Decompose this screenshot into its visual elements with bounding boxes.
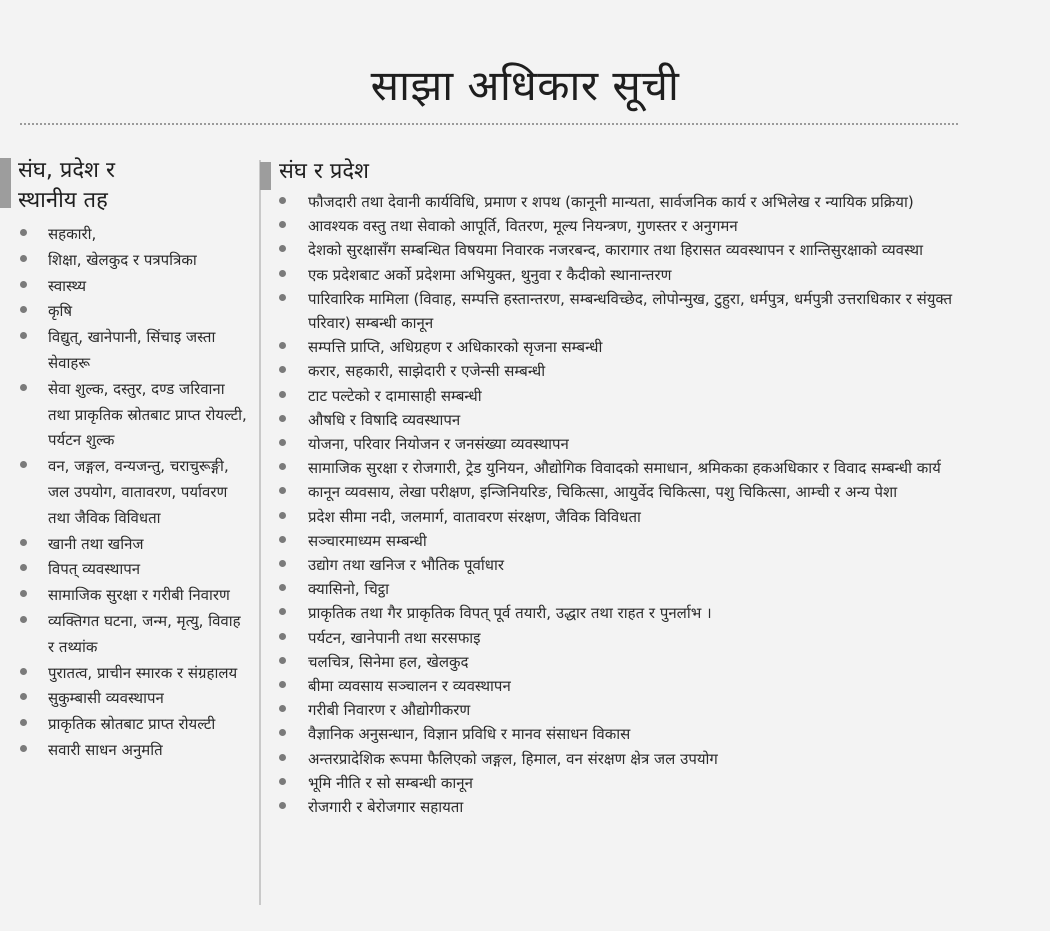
bullet-icon bbox=[20, 377, 29, 392]
list-item bbox=[20, 583, 248, 609]
list-item bbox=[279, 335, 969, 359]
list-item bbox=[279, 674, 969, 698]
list-item bbox=[20, 325, 248, 377]
left-heading-line-2: स्थानीय तह bbox=[18, 188, 108, 213]
list-item bbox=[279, 698, 969, 722]
bullet-icon bbox=[279, 553, 288, 568]
bullet-icon bbox=[279, 505, 288, 520]
list-item bbox=[279, 456, 969, 480]
list-item bbox=[20, 661, 248, 687]
list-item-text: उद्योग तथा खनिज र भौतिक पूर्वाधार bbox=[308, 556, 504, 575]
list-item bbox=[279, 626, 969, 650]
list-item bbox=[279, 577, 969, 601]
list-item-text: रोजगारी र बेरोजगार सहायता bbox=[308, 798, 464, 817]
bullet-icon bbox=[20, 686, 29, 701]
list-item bbox=[20, 454, 248, 531]
list-item bbox=[279, 650, 969, 674]
list-item-text: सञ्चारमाध्यम सम्बन्धी bbox=[308, 531, 427, 550]
list-item bbox=[279, 480, 969, 504]
list-item-text: विपत् व्यवस्थापन bbox=[48, 560, 141, 579]
bullet-icon bbox=[279, 408, 288, 423]
list-item-text: सहकारी, bbox=[48, 225, 97, 243]
bullet-icon bbox=[20, 661, 29, 676]
bullet-icon bbox=[20, 583, 29, 598]
list-item-text: कृषि bbox=[48, 302, 73, 321]
bullet-icon bbox=[279, 601, 288, 616]
bullet-icon bbox=[20, 712, 29, 727]
list-item-text: करार, सहकारी, साझेदारी र एजेन्सी सम्बन्धी bbox=[308, 362, 546, 381]
bullet-icon bbox=[279, 674, 288, 689]
bullet-icon bbox=[279, 698, 288, 713]
list-item-text: सामाजिक सुरक्षा र गरीबी निवारण bbox=[48, 586, 230, 605]
list-item bbox=[279, 408, 969, 432]
list-item bbox=[20, 222, 248, 248]
list-item bbox=[279, 601, 969, 625]
list-item-text: सवारी साधन अनुमति bbox=[48, 740, 163, 759]
bullet-icon bbox=[20, 454, 29, 469]
list-item-text: सामाजिक सुरक्षा र रोजगारी, ट्रेड युनियन, औद्योगिक विवादको समाधान, श्रमिकका हकअधिकार र विवाद सम्बन्धी कार्य bbox=[308, 459, 941, 478]
list-item-text: टाट पल्टेको र दामासाही सम्बन्धी bbox=[308, 386, 482, 405]
right-heading-marker bbox=[260, 162, 271, 190]
list-item-text: पारिवारिक मामिला (विवाह, सम्पत्ति हस्तान्तरण, सम्बन्धविच्छेद, लोपोन्मुख, टुहुरा, धर्मपुत्र, धर्मपुत्री उत्तराधिकार र संयुक्त परिवार) सम्बन्धी कानून bbox=[308, 289, 953, 333]
list-item bbox=[279, 747, 969, 771]
list-item bbox=[279, 529, 969, 553]
bullet-icon bbox=[279, 650, 288, 665]
list-item bbox=[279, 553, 969, 577]
list-item bbox=[279, 505, 969, 529]
list-item-text: गरीबी निवारण र औद्योगीकरण bbox=[308, 701, 471, 720]
list-item-text: अन्तरप्रादेशिक रूपमा फैलिएको जङ्गल, हिमाल, वन संरक्षण क्षेत्र जल उपयोग bbox=[308, 749, 718, 768]
bullet-icon bbox=[279, 795, 288, 810]
list-item-text: पर्यटन, खानेपानी तथा सरसफाइ bbox=[308, 628, 481, 647]
left-heading-line-1: संघ, प्रदेश र bbox=[18, 158, 116, 183]
list-item-text: कानून व्यवसाय, लेखा परीक्षण, इन्जिनियरिङ, चिकित्सा, आयुर्वेद चिकित्सा, पशु चिकित्सा, आम्ची र अन्य पेशा bbox=[308, 483, 898, 502]
list-item-text: सम्पत्ति प्राप्ति, अधिग्रहण र अधिकारको सृजना सम्बन्धी bbox=[308, 338, 603, 357]
list-item bbox=[20, 557, 248, 583]
list-item-text: प्रदेश सीमा नदी, जलमार्ग, वातावरण संरक्षण, जैविक विविधता bbox=[308, 507, 641, 526]
list-item bbox=[20, 609, 248, 661]
column-divider bbox=[259, 160, 261, 905]
list-item-text: व्यक्तिगत घटना, जन्म, मृत्यु, विवाह र तथ्यांक bbox=[48, 611, 241, 656]
list-item-text: देशको सुरक्षासँग सम्बन्धित विषयमा निवारक नजरबन्द, कारागार तथा हिरासत व्यवस्थापन र शान्तिसुरक्षाको व्यवस्था bbox=[308, 241, 924, 260]
left-column-list bbox=[20, 222, 248, 764]
list-item bbox=[20, 377, 248, 454]
left-column-heading bbox=[18, 156, 248, 216]
list-item-text: फौजदारी तथा देवानी कार्यविधि, प्रमाण र शपथ (कानूनी मान्यता, सार्वजनिक कार्य र अभिलेख र न्यायिक प्रक्रिया) bbox=[308, 193, 914, 211]
list-item bbox=[20, 686, 248, 712]
list-item-text: सुकुम्बासी व्यवस्थापन bbox=[48, 689, 164, 708]
bullet-icon bbox=[279, 238, 288, 253]
list-item bbox=[20, 712, 248, 738]
right-column-heading: संघ र प्रदेश bbox=[279, 159, 370, 184]
list-item bbox=[279, 214, 969, 238]
bullet-icon bbox=[279, 722, 288, 737]
list-item-text: खानी तथा खनिज bbox=[48, 534, 144, 553]
bullet-icon bbox=[279, 432, 288, 447]
list-item bbox=[279, 287, 969, 335]
bullet-icon bbox=[279, 335, 288, 350]
bullet-icon bbox=[20, 738, 29, 753]
list-item-text: सेवा शुल्क, दस्तुर, दण्ड जरिवाना तथा प्राकृतिक स्रोतबाट प्राप्त रोयल्टी, पर्यटन शुल्क bbox=[48, 379, 247, 450]
list-item bbox=[279, 238, 969, 262]
list-item bbox=[20, 738, 248, 764]
list-item bbox=[20, 532, 248, 558]
bullet-icon bbox=[20, 532, 29, 547]
left-heading-marker bbox=[0, 158, 11, 208]
list-item bbox=[279, 190, 969, 214]
bullet-icon bbox=[20, 557, 29, 572]
bullet-icon bbox=[279, 771, 288, 786]
list-item-text: वन, जङ्गल, वन्यजन्तु, चराचुरूङ्गी, जल उपयोग, वातावरण, पर्यावरण तथा जैविक विविधता bbox=[48, 457, 229, 527]
list-item-text: वैज्ञानिक अनुसन्धान, विज्ञान प्रविधि र मानव संसाधन विकास bbox=[308, 725, 631, 744]
list-item-text: बीमा व्यवसाय सञ्चालन र व्यवस्थापन bbox=[308, 677, 511, 696]
list-item-text: भूमि नीति र सो सम्बन्धी कानून bbox=[308, 773, 473, 792]
bullet-icon bbox=[279, 456, 288, 471]
bullet-icon bbox=[279, 480, 288, 495]
bullet-icon bbox=[20, 299, 29, 314]
list-item bbox=[20, 274, 248, 300]
bullet-icon bbox=[20, 248, 29, 263]
list-item-text: प्राकृतिक तथा गैर प्राकृतिक विपत् पूर्व तयारी, उद्धार तथा राहत र पुनर्लाभ । bbox=[308, 604, 712, 623]
list-item bbox=[279, 263, 969, 287]
bullet-icon bbox=[279, 577, 288, 592]
bullet-icon bbox=[279, 359, 288, 374]
list-item bbox=[20, 248, 248, 274]
bullet-icon bbox=[279, 287, 288, 302]
bullet-icon bbox=[20, 222, 29, 237]
bullet-icon bbox=[20, 325, 29, 340]
list-item-text: चलचित्र, सिनेमा हल, खेलकुद bbox=[308, 652, 469, 671]
bullet-icon bbox=[20, 609, 29, 624]
list-item-text: योजना, परिवार नियोजन र जनसंख्या व्यवस्थापन bbox=[308, 435, 569, 454]
list-item-text: औषधि र विषादि व्यवस्थापन bbox=[308, 410, 461, 429]
list-item bbox=[279, 384, 969, 408]
list-item-text: विद्युत्, खानेपानी, सिंचाइ जस्ता सेवाहरू bbox=[48, 328, 216, 372]
list-item-text: आवश्यक वस्तु तथा सेवाको आपूर्ति, वितरण, मूल्य नियन्त्रण, गुणस्तर र अनुगमन bbox=[308, 217, 738, 236]
list-item-text: प्राकृतिक स्रोतबाट प्राप्त रोयल्टी bbox=[48, 715, 216, 734]
bullet-icon bbox=[279, 384, 288, 399]
dotted-divider bbox=[20, 123, 958, 125]
bullet-icon bbox=[279, 747, 288, 762]
list-item-text: शिक्षा, खेलकुद र पत्रपत्रिका bbox=[48, 250, 197, 269]
bullet-icon bbox=[279, 190, 288, 205]
list-item bbox=[279, 359, 969, 383]
bullet-icon bbox=[279, 626, 288, 641]
bullet-icon bbox=[279, 529, 288, 544]
list-item bbox=[279, 722, 969, 746]
list-item-text: स्वास्थ्य bbox=[48, 276, 87, 295]
right-column-list bbox=[279, 190, 969, 819]
list-item-text: एक प्रदेशबाट अर्को प्रदेशमा अभियुक्त, थुनुवा र कैदीको स्थानान्तरण bbox=[308, 265, 672, 284]
list-item bbox=[279, 795, 969, 819]
list-item-text: पुरातत्व, प्राचीन स्मारक र संग्रहालय bbox=[48, 663, 238, 682]
list-item bbox=[279, 771, 969, 795]
page-title: साझा अधिकार सूची bbox=[370, 61, 680, 110]
list-item bbox=[279, 432, 969, 456]
list-item bbox=[20, 299, 248, 325]
bullet-icon bbox=[279, 214, 288, 229]
bullet-icon bbox=[279, 263, 288, 278]
bullet-icon bbox=[20, 274, 29, 289]
list-item-text: क्यासिनो, चिट्ठा bbox=[308, 580, 390, 599]
